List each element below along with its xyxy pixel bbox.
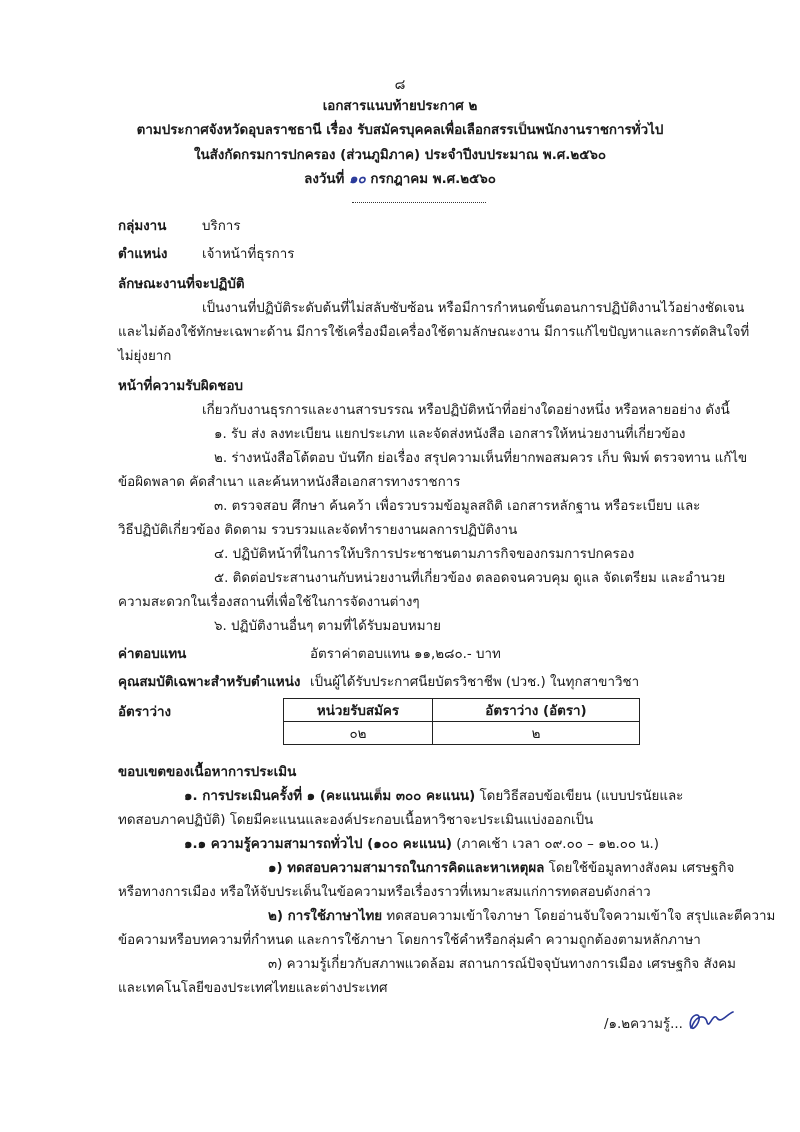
duties-intro: เกี่ยวกับงานธุรการและงานสารบรรณ หรือปฏิบัติหน้าที่อย่างใดอย่างหนึ่ง หรือหลายอย่าง ดังนี้ (202, 403, 730, 418)
job-nature-line: เป็นงานที่ปฏิบัติระดับต้นที่ไม่สลับซับซ้อน หรือมีการกำหนดขั้นตอนการปฏิบัติงานไว้อย่างชัดเจน (202, 301, 745, 316)
header-divider (352, 202, 486, 203)
vacancy-table (283, 698, 640, 745)
duty-item-5: ๕. ติดต่อประสานงานกับหน่วยงานที่เกี่ยวข้อง ตลอดจนควบคุม ดูแล จัดเตรียม และอำนวย (214, 571, 726, 586)
duty-item-1: ๑. รับ ส่ง ลงทะเบียน แยกประเภท และจัดส่งหนังสือ เอกสารให้หน่วยงานที่เกี่ยวข้อง (214, 427, 686, 442)
table-row (284, 722, 640, 745)
document-title: เอกสารแนบท้ายประกาศ ๒ (322, 99, 478, 114)
part2-desc: ทดสอบความเข้าใจภาษา โดยอ่านจับใจความเข้าใจ สรุปและตีความ (386, 909, 776, 924)
sub11-line (184, 836, 659, 854)
document-subtitle-2: ในสังกัดกรมการปกครอง (ส่วนภูมิภาค) ประจำปีงบประมาณ พ.ศ.๒๕๖๐ (193, 148, 607, 163)
evaluation-heading: ขอบเขตของเนื้อหาการประเมิน (118, 765, 297, 780)
qualification-value: เป็นผู้ได้รับประกาศนียบัตรวิชาชีพ (ปวช.) ในทุกสาขาวิชา (310, 675, 640, 690)
vacancy-label: อัตราว่าง (118, 705, 172, 720)
part3-line-cont: และเทคโนโลยีของประเทศไทยและต่างประเทศ (118, 981, 388, 996)
job-nature-line: และไม่ต้องใช้ทักษะเฉพาะด้าน มีการใช้เครื่องมือเครื่องใช้ตามลักษณะงาน มีการแก้ไขปัญหาและการตัดสินใจที่ (118, 325, 750, 340)
position-value: เจ้าหน้าที่ธุรการ (202, 247, 295, 262)
part1-desc-cont: หรือทางการเมือง หรือให้จับประเด็นในข้อความหรือเรื่องราวที่เหมาะสมแก่การทดสอบดังกล่าว (118, 885, 651, 900)
vacancy-table-header-row (284, 699, 640, 722)
vacancy-header-unit: หน่วยรับสมัคร (284, 699, 433, 722)
duty-item-4: ๔. ปฏิบัติหน้าที่ในการให้บริการประชาชนตามภารกิจของกรมการปกครอง (214, 547, 635, 562)
job-nature-line: ไม่ยุ่งยาก (118, 349, 172, 364)
part2-title: ๒) การใช้ภาษาไทย (268, 909, 383, 924)
vacancy-count-cell: ๒ (433, 722, 640, 745)
date-suffix: กรกฎาคม พ.ศ.๒๕๖๐ (370, 172, 496, 187)
vacancy-unit-cell: ๐๒ (284, 722, 433, 745)
duty-item-2: ๒. ร่างหนังสือโต้ตอบ บันทึก ย่อเรื่อง สรุปความเห็นที่ยากพอสมควร เก็บ พิมพ์ ตรวจทาน แก้ไข (214, 451, 748, 466)
duties-heading: หน้าที่ความรับผิดชอบ (118, 379, 244, 394)
duty-item-3: ๓. ตรวจสอบ ศึกษา ค้นคว้า เพื่อรวบรวมข้อมูลสถิติ เอกสารหลักฐาน หรือระเบียบ และ (214, 499, 701, 514)
position-label: ตำแหน่ง (118, 247, 168, 262)
group-label: กลุ่มงาน (118, 219, 167, 234)
part1-title: ๑) ทดสอบความสามารถในการคิดและหาเหตุผล (268, 861, 545, 876)
document-date (0, 171, 800, 189)
qualification-label: คุณสมบัติเฉพาะสำหรับตำแหน่ง (118, 675, 301, 690)
compensation-value: อัตราค่าตอบแทน ๑๑,๒๘๐.- บาท (310, 647, 501, 662)
vacancy-header-count: อัตราว่าง (อัตรา) (433, 699, 640, 722)
duty-item-2-cont: ข้อผิดพลาด คัดสำเนา และค้นหาหนังสือเอกสารทางราชการ (118, 475, 461, 490)
duty-item-6: ๖. ปฏิบัติงานอื่นๆ ตามที่ได้รับมอบหมาย (214, 619, 441, 634)
date-day-handwritten: ๑๐ (349, 172, 366, 187)
sub11-title: ๑.๑ ความรู้ความสามารถทั่วไป (๑๐๐ คะแนน) (184, 837, 453, 852)
date-prefix: ลงวันที่ (304, 172, 345, 187)
continuation-note: /๑.๒ความรู้... (604, 1017, 683, 1032)
duty-item-5-cont: ความสะดวกในเรื่องสถานที่เพื่อใช้ในการจัดงานต่างๆ (118, 595, 420, 610)
part2-line (268, 908, 775, 926)
duty-item-3-cont: วิธีปฏิบัติเกี่ยวข้อง ติดตาม รวบรวมและจัดทำรายงานผลการปฏิบัติงาน (118, 523, 518, 538)
part3-line: ๓) ความรู้เกี่ยวกับสภาพแวดล้อม สถานการณ์ปัจจุบันทางการเมือง เศรษฐกิจ สังคม (268, 957, 737, 972)
round1-line (184, 788, 683, 806)
part1-line (268, 860, 734, 878)
job-nature-heading: ลักษณะงานที่จะปฏิบัติ (118, 277, 245, 292)
compensation-label: ค่าตอบแทน (118, 647, 187, 662)
round1-desc: โดยวิธีสอบข้อเขียน (แบบปรนัยและ (479, 789, 684, 804)
page-number: ๘ (394, 77, 406, 93)
signature-initials-icon (683, 1006, 743, 1036)
round1-title: ๑. การประเมินครั้งที่ ๑ (คะแนนเต็ม ๓๐๐ คะแนน) (184, 789, 476, 804)
round1-desc-cont: ทดสอบภาคปฏิบัติ) โดยมีคะแนนและองค์ประกอบเนื้อหาวิชาจะประเมินแบ่งออกเป็น (118, 813, 594, 828)
document-subtitle-1: ตามประกาศจังหวัดอุบลราชธานี เรื่อง รับสมัครบุคคลเพื่อเลือกสรรเป็นพนักงานราชการทั่วไป (136, 123, 664, 138)
part1-desc: โดยใช้ข้อมูลทางสังคม เศรษฐกิจ (548, 861, 735, 876)
sub11-time: (ภาคเช้า เวลา ๐๙.๐๐ – ๑๒.๐๐ น.) (456, 837, 659, 852)
part2-desc-cont: ข้อความหรือบทความที่กำหนด และการใช้ภาษา โดยการใช้คำหรือกลุ่มคำ ความถูกต้องตามหลักภาษา (118, 933, 701, 948)
group-value: บริการ (202, 219, 241, 234)
